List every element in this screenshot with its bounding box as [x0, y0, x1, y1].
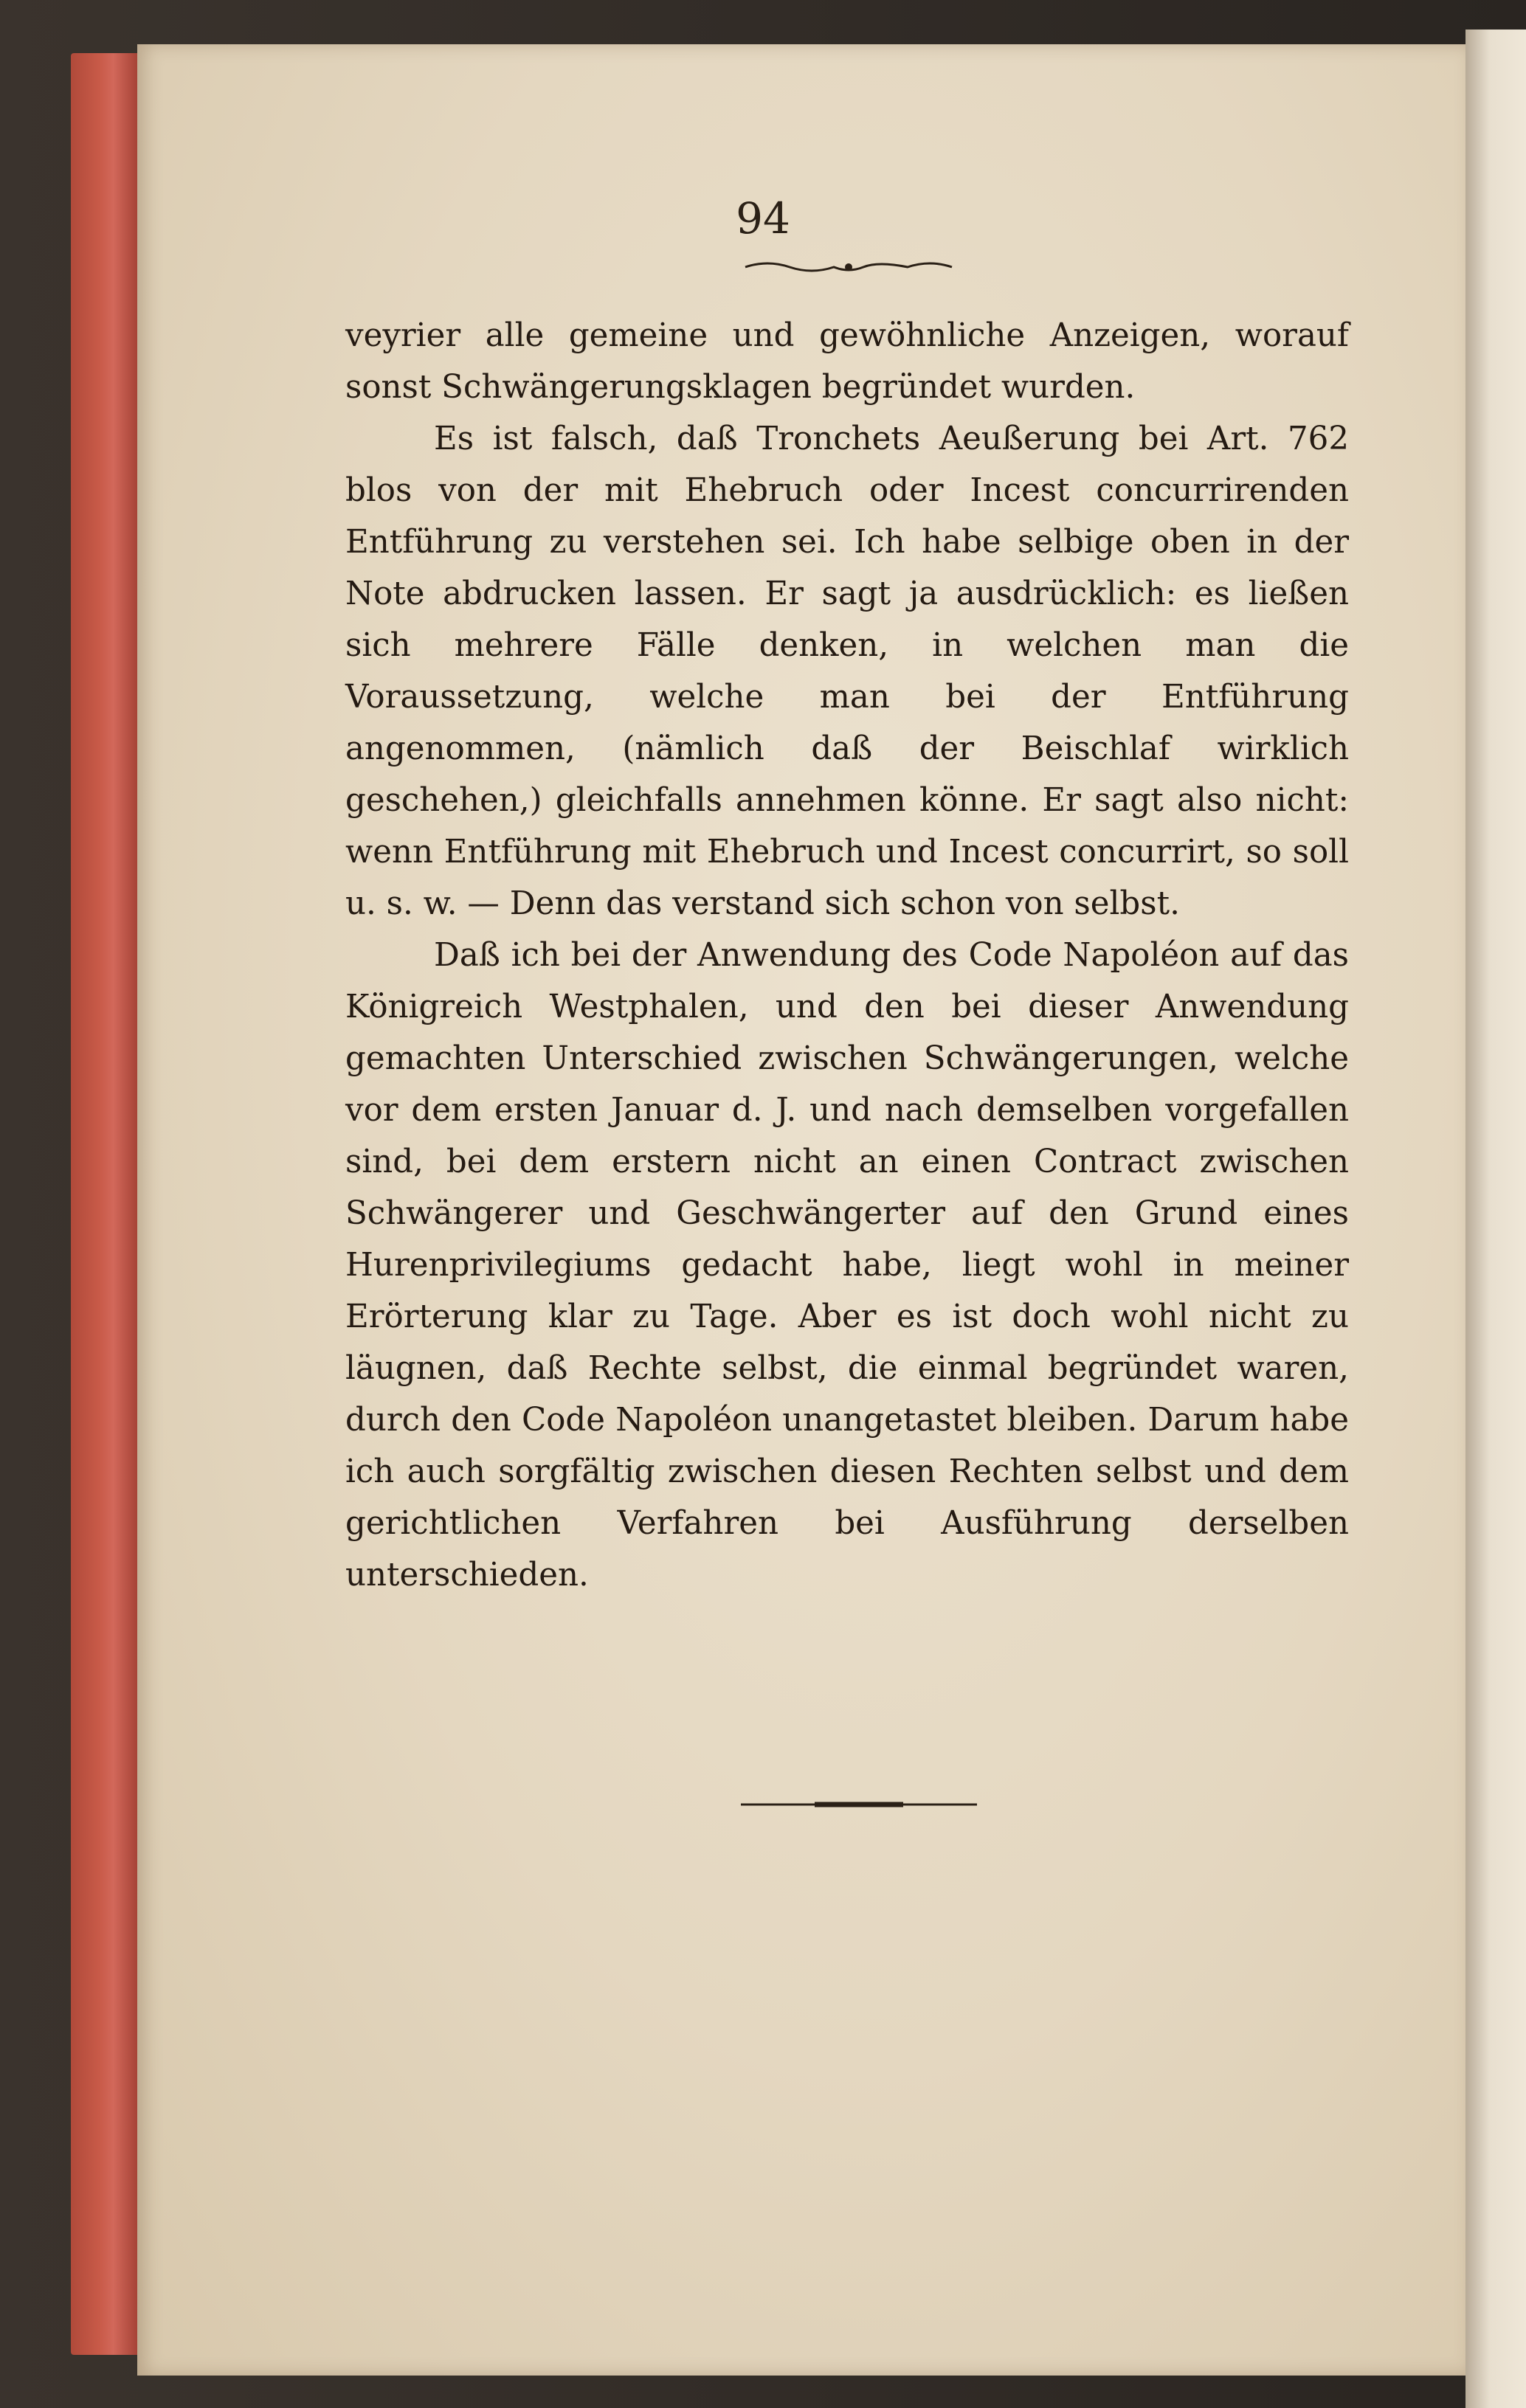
- header-ornament: [738, 258, 959, 276]
- paragraph-2: Es ist falsch, daß Tronchets Aeußerung bei Art. 762 blos von der mit Ehebruch oder Incest concurrirenden Entführung zu verstehen sei. Ich habe selbige oben in der Note abdrucken lassen. Er sagt ja ausdrücklich: es ließen sich mehrere Fälle denken, in welchen man die Voraussetzung, welche man bei der Entführung angenommen, (nämlich daß der Beischlaf wirklich geschehen,) gleichfalls annehmen könne. Er sagt also nicht: wenn Entführung mit Ehebruch und Incest concurrirt, so soll u. s. w. — Denn das verstand sich schon von selbst.: [345, 421, 1349, 922]
- body-text: [345, 310, 1349, 1601]
- section-divider-rule: [741, 1800, 977, 1809]
- paragraph-1: veyrier alle gemeine und gewöhnliche Anzeigen, worauf sonst Schwängerungsklagen begründet wurden.: [345, 317, 1349, 406]
- page-number: 94: [736, 193, 790, 243]
- page-edge-red: [71, 53, 142, 2355]
- paragraph-3: Daß ich bei der Anwendung des Code Napoléon auf das Königreich Westphalen, und den bei dieser Anwendung gemachten Unterschied zwischen Schwängerungen, welche vor dem ersten Januar d. J. und nach demselben vorgefallen sind, bei dem erstern nicht an einen Contract zwischen Schwängerer und Geschwängerter auf den Grund eines Hurenprivilegiums gedacht habe, liegt wohl in meiner Erörterung klar zu Tage. Aber es ist doch wohl nicht zu läugnen, daß Rechte selbst, die einmal begründet waren, durch den Code Napoléon unangetastet bleiben. Darum habe ich auch sorgfältig zwischen diesen Rechten selbst und dem gerichtlichen Verfahren bei Ausführung derselben unterschieden.: [345, 937, 1349, 1594]
- facing-page-edge: [1465, 30, 1526, 2408]
